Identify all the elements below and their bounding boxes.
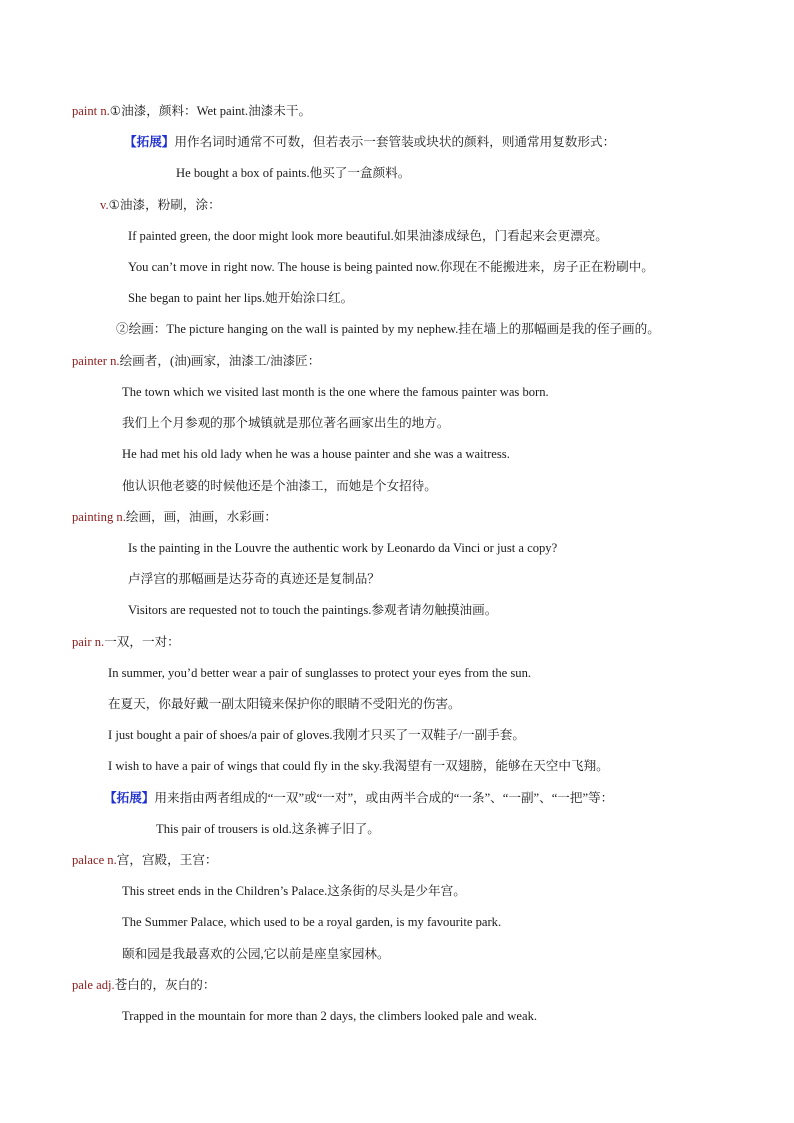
example-translation: 在夏天，你最好戴一副太阳镜来保护你的眼睛不受阳光的伤害。: [108, 697, 461, 711]
expansion-note: [104, 789, 613, 807]
expansion-text: 用作名词时通常不可数，但若表示一套管装或块状的颜料，则通常用复数形式：: [174, 135, 616, 149]
example-sentence: This pair of trousers is old.这条裤子旧了。: [156, 822, 380, 836]
definition: 一双，一对：: [104, 635, 180, 649]
definition: 绘画者，(油)画家，油漆工/油漆匠：: [119, 354, 321, 368]
example-sentence: Is the painting in the Louvre the authentic work by Leonardo da Vinci or just a copy?: [128, 541, 558, 555]
entry-pair: [72, 633, 180, 651]
definition: ①油漆，颜料：Wet paint.油漆未干。: [109, 104, 312, 118]
expansion-tag: 【拓展】: [104, 791, 155, 805]
example-sentence: Trapped in the mountain for more than 2 days, the climbers looked pale and weak.: [122, 1009, 538, 1023]
example-sentence: The town which we visited last month is the one where the famous painter was born.: [122, 385, 549, 399]
definition: 绘画，画，油画，水彩画：: [125, 510, 277, 524]
expansion-note: [124, 133, 615, 151]
example-sentence: I wish to have a pair of wings that could fly in the sky.我渴望有一双翅膀，能够在天空中飞翔。: [108, 759, 609, 773]
entry-palace: [72, 851, 218, 869]
entry-paint-noun: [72, 102, 311, 120]
example-sentence: You can’t move in right now. The house is being painted now.你现在不能搬进来，房子正在粉刷中。: [128, 260, 654, 274]
example-sentence: She began to paint her lips.她开始涂口红。: [128, 291, 354, 305]
example-sentence: The Summer Palace, which used to be a royal garden, is my favourite park.: [122, 915, 502, 929]
example-sentence: I just bought a pair of shoes/a pair of gloves.我刚才只买了一双鞋子/一副手套。: [108, 728, 525, 742]
definition: 宫，宫殿，王宫：: [116, 853, 218, 867]
example-sentence: Visitors are requested not to touch the paintings.参观者请勿触摸油画。: [128, 603, 498, 617]
expansion-text: 用来指由两者组成的“一双”或“一对”，或由两半合成的“一条”、“一副”、“一把”等：: [154, 791, 614, 805]
headword: paint n.: [72, 104, 110, 118]
example-translation: 卢浮宫的那幅画是达芬奇的真迹还是复制品？: [128, 572, 380, 586]
example-translation: 颐和园是我最喜欢的公园,它以前是座皇家园林。: [122, 947, 390, 961]
example-translation: 我们上个月参观的那个城镇就是那位著名画家出生的地方。: [122, 416, 450, 430]
expansion-tag: 【拓展】: [124, 135, 175, 149]
headword: pair n.: [72, 635, 105, 649]
example-sentence: He bought a box of paints.他买了一盒颜料。: [176, 166, 411, 180]
example-sentence: In summer, you’d better wear a pair of sunglasses to protect your eyes from the sun.: [108, 666, 532, 680]
definition: 苍白的，灰白的：: [114, 978, 216, 992]
headword: painter n.: [72, 354, 120, 368]
entry-painter: [72, 352, 320, 370]
entry-paint-verb: [100, 196, 221, 214]
headword: painting n.: [72, 510, 126, 524]
example-translation: 他认识他老婆的时候他还是个油漆工，而她是个女招待。: [122, 479, 437, 493]
example-sentence: If painted green, the door might look more beautiful.如果油漆成绿色，门看起来会更漂亮。: [128, 229, 608, 243]
entry-painting: [72, 508, 277, 526]
headword: v.: [100, 198, 109, 212]
sense-2: ②绘画：The picture hanging on the wall is painted by my nephew.挂在墙上的那幅画是我的侄子画的。: [116, 322, 660, 336]
example-sentence: He had met his old lady when he was a house painter and she was a waitress.: [122, 447, 510, 461]
entry-pale: [72, 976, 215, 994]
example-sentence: This street ends in the Children’s Palace.这条街的尽头是少年宫。: [122, 884, 466, 898]
headword: palace n.: [72, 853, 117, 867]
definition: ①油漆，粉刷，涂：: [108, 198, 221, 212]
headword: pale adj.: [72, 978, 115, 992]
